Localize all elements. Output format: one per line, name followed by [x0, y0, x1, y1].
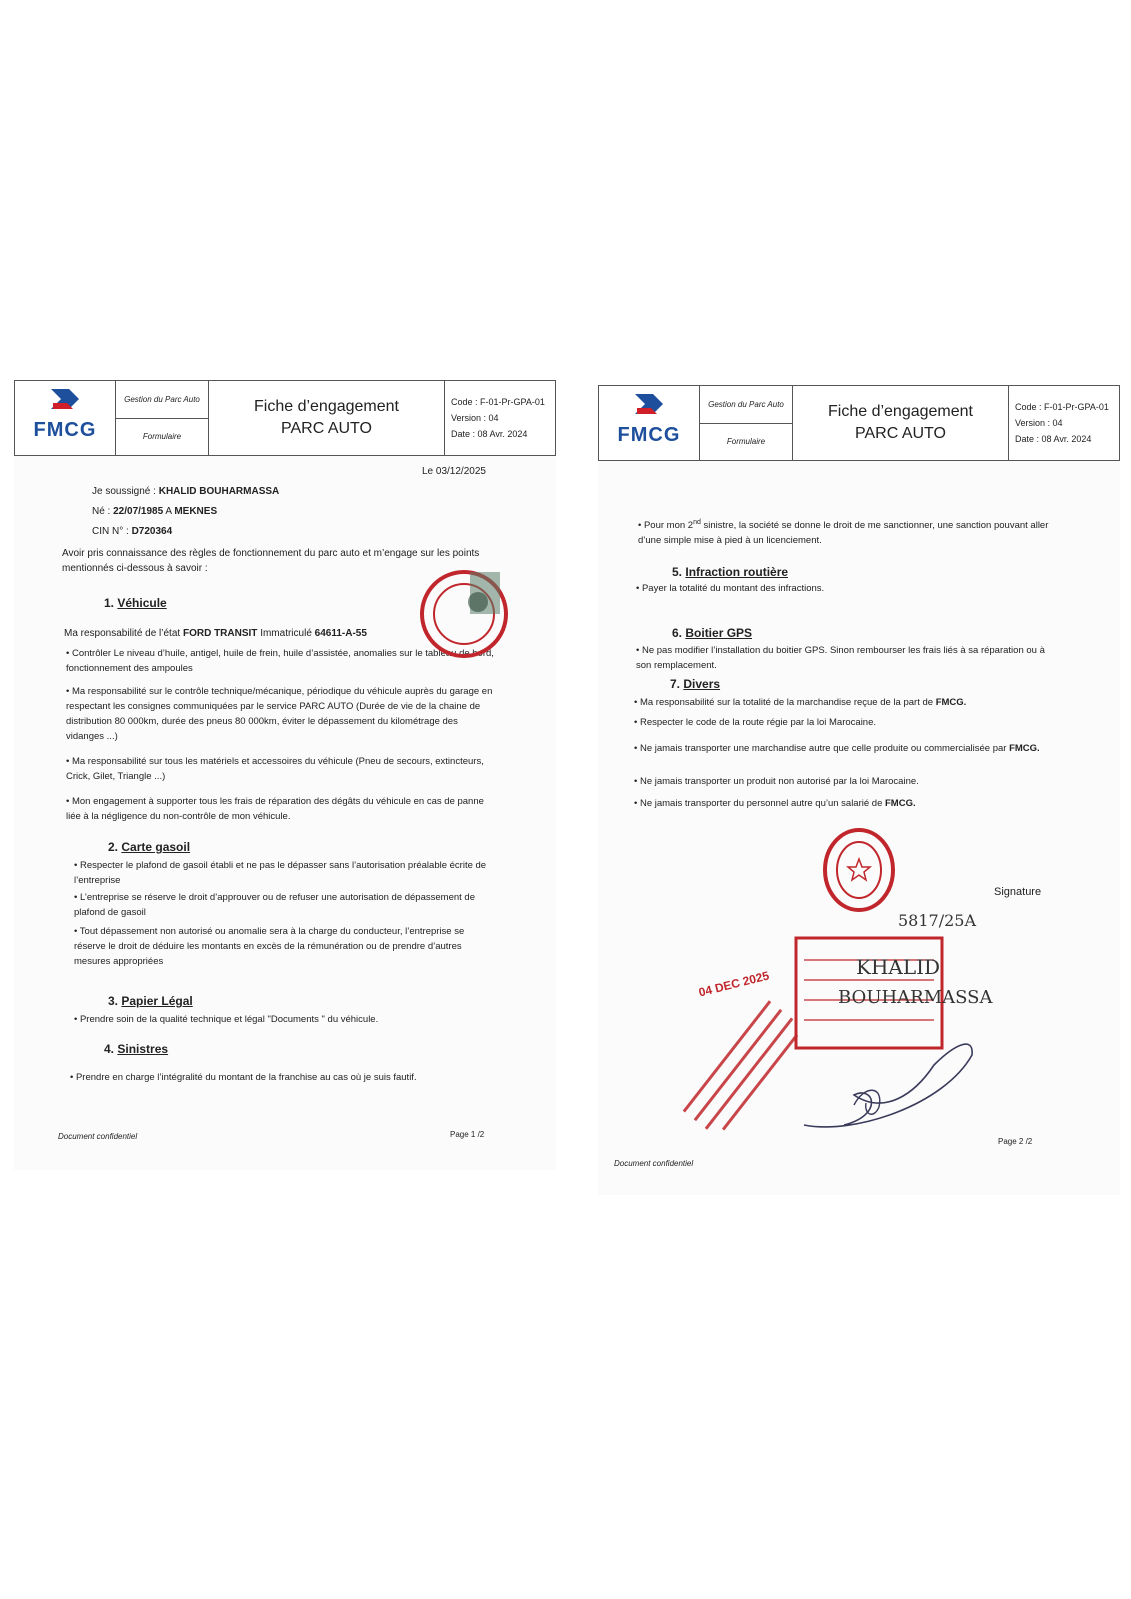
- list-item: • Respecter le code de la route régie par la loi Marocaine.: [634, 717, 877, 728]
- doc-code: Code : F-01-Pr-GPA-01: [451, 397, 545, 407]
- handwritten-name1: KHALID: [856, 955, 941, 979]
- intro-text: Avoir pris connaissance des règles de fonctionnement du parc auto et m’engage sur les points mentionnés ci-dessous à savoir :: [62, 548, 480, 574]
- page-number: Page 2 /2: [998, 1137, 1033, 1146]
- doc-title: [209, 381, 445, 455]
- doc-title-line2: PARC AUTO: [281, 420, 372, 437]
- brand-name: FMCG: [617, 424, 681, 446]
- document-page-1: [14, 380, 556, 1170]
- fmcg-logo: [15, 381, 116, 455]
- fmcg-logo: [599, 386, 700, 460]
- list-item: • Tout dépassement non autorisé ou anomalie sera à la charge du conducteur, l’entreprise se réserve le droit de déduire les montants en excès de la rémunération ou de prendre d’autres mesures appropriées: [74, 926, 465, 967]
- employee-name: KHALID BOUHARMASSA: [158, 486, 280, 497]
- list-item: • Ma responsabilité sur le contrôle technique/mécanique, périodique du véhicule auprès du garage en respectant les consignes communiquées par le service PARC AUTO (Durée de vie de la chaine de distribution 80 000km, durée des pneus 80 000km, éviter le dépassement du kilométrage des vidanges ...): [66, 686, 493, 742]
- page-header: [598, 385, 1120, 461]
- list-item: • Ne jamais transporter un produit non autorisé par la loi Marocaine.: [634, 776, 919, 787]
- soussigne-line: Je soussigné : KHALID BOUHARMASSA: [92, 486, 280, 497]
- list-item: • Contrôler Le niveau d’huile, antigel, huile de frein, huile d’assistée, anomalies sur le tableau de bord, fonctionnement des ampoules: [66, 648, 494, 674]
- list-item: • Prendre en charge l’intégralité du montant de la franchise au cas où je suis fautif.: [70, 1072, 417, 1083]
- list-item: • Prendre soin de la qualité technique et légal "Documents " du véhicule.: [74, 1014, 379, 1025]
- doc-title-line1: Fiche d’engagement: [254, 398, 399, 415]
- header-kind: Formulaire: [726, 437, 766, 447]
- fmcg-logo-icon: [633, 392, 667, 422]
- letter-date: Le 03/12/2025: [422, 466, 486, 477]
- footer-confidential: Document confidentiel: [614, 1159, 694, 1168]
- section-3-title: 3. Papier Légal: [108, 994, 193, 1008]
- section-6-title: 6. Boitier GPS: [672, 626, 753, 640]
- document-page-2: [598, 385, 1120, 1195]
- list-item: • L’entreprise se réserve le droit d’approuver ou de refuser une autorisation de dépassement de plafond de gasoil: [74, 892, 475, 918]
- section-2-title: 2. Carte gasoil: [108, 840, 191, 854]
- cin-line: CIN N° : D720364: [92, 526, 173, 537]
- stamp-date: 04 DEC 2025: [697, 968, 771, 1000]
- doc-date: Date : 08 Avr. 2024: [451, 429, 528, 439]
- doc-meta: [445, 381, 555, 455]
- footer-confidential: Document confidentiel: [58, 1132, 138, 1141]
- section-7-title: 7. Divers: [670, 677, 721, 691]
- vehicle-line: Ma responsabilité de l’état FORD TRANSIT Immatriculé 64611-A-55: [64, 628, 367, 639]
- list-item: • Ne jamais transporter du personnel autre qu’un salarié de FMCG.: [634, 798, 916, 809]
- list-item: • Respecter le plafond de gasoil établi et ne pas le dépasser sans l’autorisation préalable écrite de l’entreprise: [74, 860, 487, 886]
- list-item: • Ma responsabilité sur la totalité de la marchandise reçue de la part de FMCG.: [634, 697, 967, 708]
- list-item: • Ma responsabilité sur tous les matériels et accessoires du véhicule (Pneu de secours, extincteurs, Crick, Gilet, Triangle ...): [66, 756, 484, 782]
- handwritten-id: 5817/25A: [898, 911, 977, 930]
- doc-meta: Code : F-01-Pr-GPA-01 Version : 04 Date : 08 Avr. 2024: [1015, 402, 1109, 444]
- list-item: • Payer la totalité du montant des infractions.: [636, 583, 825, 594]
- municipal-seal: [820, 825, 898, 915]
- header-dept: Gestion du Parc Auto: [700, 386, 792, 424]
- birth-line: Né : 22/07/1985 A MEKNES: [92, 506, 218, 517]
- list-item: • Pour mon 2nd sinistre, la société se donne le droit de me sanctionner, une sanction pouvant aller d’une simple mise à pied à un licenciement.: [638, 519, 1049, 547]
- doc-title: Fiche d’engagement PARC AUTO: [793, 386, 1009, 460]
- header-dept: Gestion du Parc Auto: [116, 381, 208, 419]
- header-kind: Formulaire: [142, 432, 182, 442]
- fmcg-logo-icon: [49, 387, 83, 417]
- list-item: • Ne jamais transporter une marchandise autre que celle produite ou commercialisée par FMCG.: [634, 743, 1040, 754]
- brand-name: FMCG: [33, 419, 97, 441]
- company-stamp: [418, 568, 510, 660]
- signature-scribble: [794, 1015, 984, 1145]
- page-number: Page 1 /2: [450, 1130, 485, 1139]
- signature-label: Signature: [994, 886, 1042, 898]
- page-header: [14, 380, 556, 456]
- list-item: • Mon engagement à supporter tous les frais de réparation des dégâts du véhicule en cas de panne liée à la négligence du non-contrôle de mon véhicule.: [66, 796, 484, 822]
- doc-version: Version : 04: [451, 413, 499, 423]
- section-5-title: 5. Infraction routière: [672, 565, 789, 579]
- handwritten-name2: BOUHARMASSA: [838, 987, 993, 1008]
- section-1-title: 1. Véhicule: [104, 596, 167, 610]
- section-4-title: 4. Sinistres: [104, 1042, 169, 1056]
- list-item: • Ne pas modifier l’installation du boitier GPS. Sinon rembourser les frais liés à sa réparation ou à son remplacement.: [636, 645, 1045, 671]
